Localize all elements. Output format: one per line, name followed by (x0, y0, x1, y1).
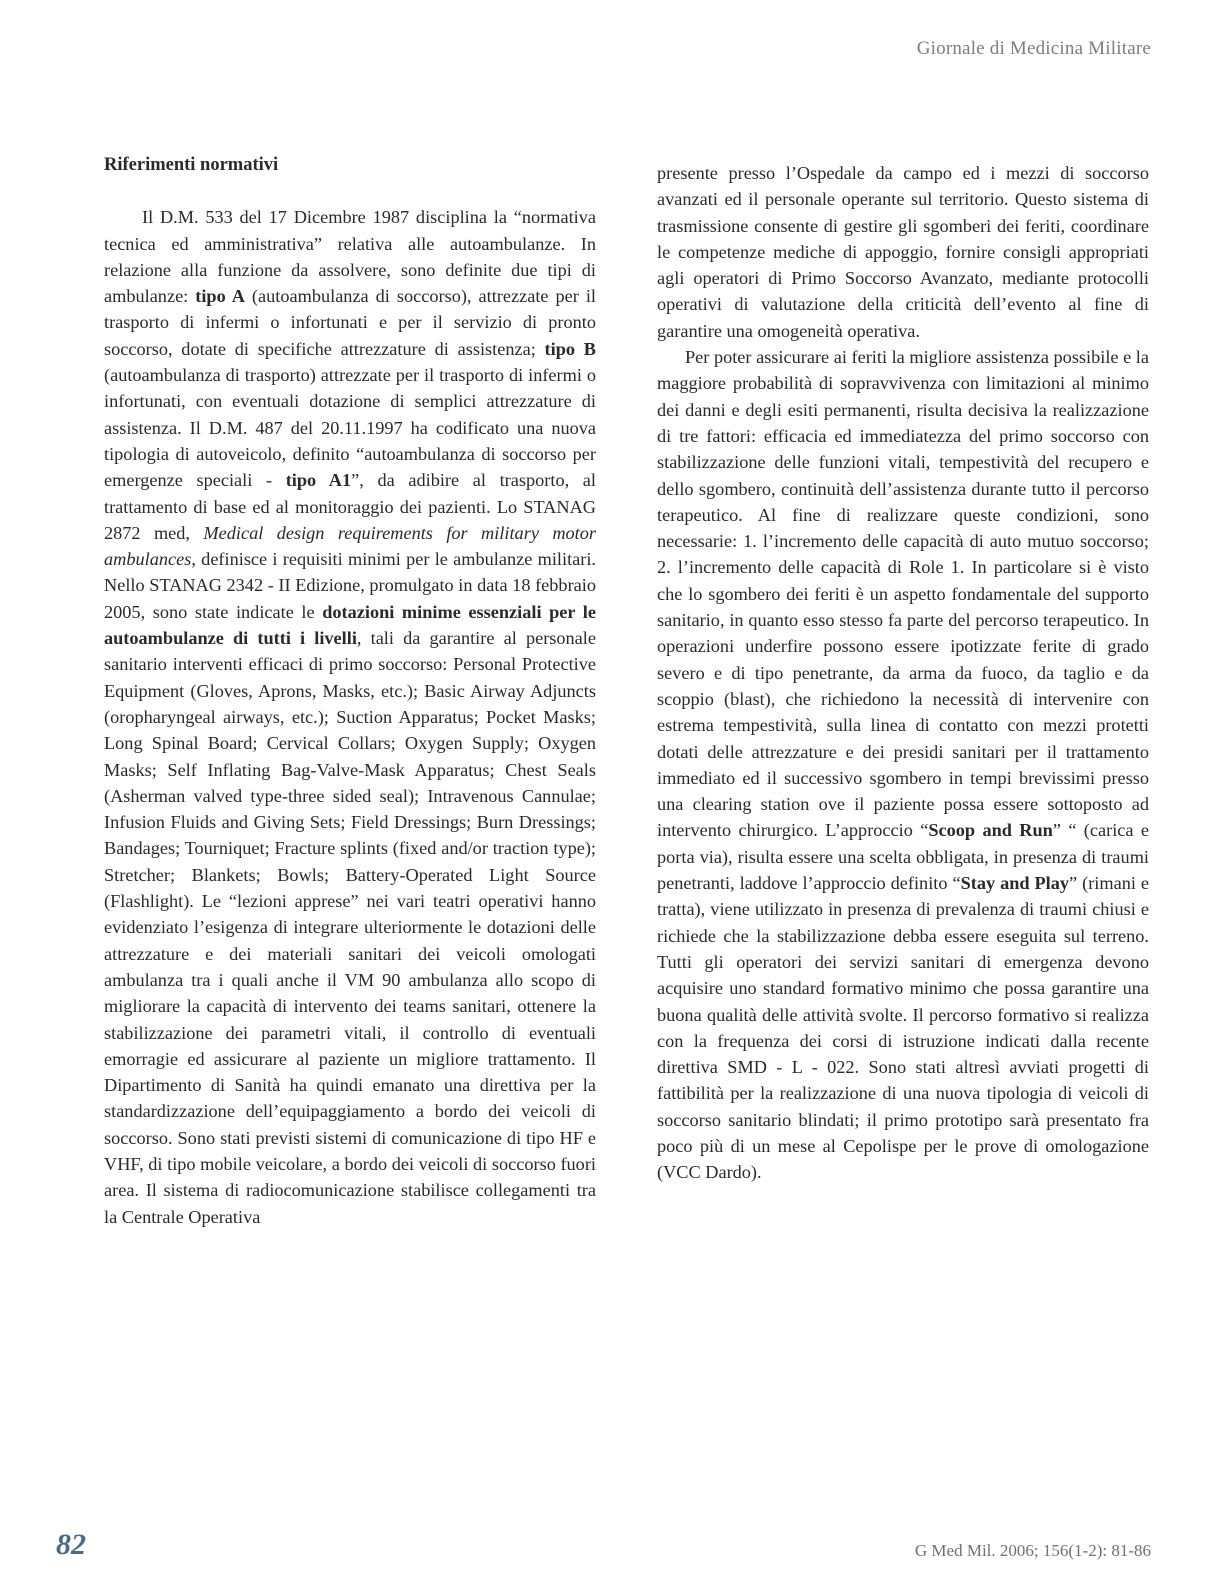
journal-citation: G Med Mil. 2006; 156(1-2): 81-86 (914, 1541, 1151, 1560)
journal-title: Giornale di Medicina Militare (916, 38, 1151, 59)
paragraph-assistance: Per poter assicurare ai feriti la migliore assistenza possibile e la maggiore probabilità di sopravvivenza con limitazioni al minimo dei danni e degli esiti permanenti, risulta decisiva la realizzazione di tre fattori: efficacia ed immediatezza del primo soccorso con stabilizzazione delle funzioni vitali, tempestività del recupero e dello sgombero, continuità dell’assistenza durante tutto il percorso terapeutico. Al fine di realizzare queste condizioni, sono necessarie: 1. l’incremento delle capacità di auto mutuo soccorso; 2. l’incremento delle capacità di Role 1. In particolare si è visto che lo sgombero dei feriti è un aspetto fondamentale del supporto sanitario, in quanto esso stesso fa parte del percorso terapeutico. In operazioni underfire possono essere ipotizzate ferite di grado severo e di tipo penetrante, da arma da fuoco, da taglio e da scoppio (blast), che richiedono la necessità di intervenire con estrema tempestività, sulla linea di contatto con mezzi protetti dotati delle attrezzature e dei presidi sanitari per il trattamento immediato ed il successivo sgombero in tempi brevissimi presso una clearing station ove il paziente possa essere sottoposto ad intervento chirurgico. L’approccio “Scoop and Run” “ (carica e porta via), risulta essere una scelta obbligata, in presenza di traumi penetranti, laddove l’approccio definito “Stay and Play” (rimani e tratta), viene utilizzato in presenza di prevalenza di traumi chiusi e richiede che la stabilizzazione debba essere eseguita sul terreno. Tutti gli operatori dei servizi sanitari di emergenza devono acquisire uno standard formativo minimo che possa garantire una buona qualità delle attività svolte. Il percorso formativo si realizza con la frequenza dei corsi di istruzione indicati dalla recente direttiva SMD - L - 022. Sono stati altresì avviati progetti di fattibilità per la realizzazione di una nuova tipologia di veicoli di soccorso sanitario blindati; il primo prototipo sarà presentato fra poco più di un mese al Cepolispe per le prove di omologazione (VCC Dardo). (657, 347, 1150, 1183)
paragraph-normative: Il D.M. 533 del 17 Dicembre 1987 disciplina la “normativa tecnica ed amministrativa” relativa alle autoambulanze. In relazione alla funzione da assolvere, sono definite due tipi di ambulanze: tipo A (autoambulanza di soccorso), attrezzate per il trasporto di infermi o infortunati e per il servizio di pronto soccorso, dotate di specifiche attrezzature di assistenza; tipo B (autoambulanza di trasporto) attrezzate per il trasporto di infermi o infortunati, con eventuali dotazione di semplici attrezzature di assistenza. Il D.M. 487 del 20.11.1997 ha codificato una nuova tipologia di autoveicolo, definito “autoambulanza di soccorso per emergenze speciali - tipo A1”, da adibire al trasporto, al trattamento di base ed al monitoraggio dei pazienti. Lo STANAG 2872 med, Medical design requirements for military motor ambulances, definisce i requisiti minimi per le ambulanze militari. Nello STANAG 2342 - II Edizione, promulgato in data 18 febbraio 2005, sono state indicate le dotazioni minime essenziali per le autoambulanze di tutti i livelli, tali da garantire al personale sanitario interventi efficaci di primo soccorso: Personal Protective Equipment (Gloves, Aprons, Masks, etc.); Basic Airway Adjuncts (oropharyngeal airways, etc.); Suction Apparatus; Pocket Masks; Long Spinal Board; Cervical Collars; Oxygen Supply; Oxygen Masks; Self Inflating Bag-Valve-Mask Apparatus; Chest Seals (Asherman valved type-three sided seal); Intravenous Cannulae; Infusion Fluids and Giving Sets; Field Dressings; Burn Dressings; Bandages; Tourniquet; Fracture splints (fixed and/or traction type); Stretcher; Blankets; Bowls; Battery-Operated Light Source (Flashlight). Le “lezioni apprese” nei vari teatri operativi hanno evidenziato l’esigenza di integrare ulteriormente le dotazioni delle attrezzature e dei materiali sanitari dei veicoli omologati ambulanza tra i quali anche il VM 90 ambulanza allo scopo di migliorare la capacità di intervento dei teams sanitari, ottenere la stabilizzazione dei parametri vitali, il controllo di eventuali emorragie ed assicurare al paziente un migliore trattamento. Il Dipartimento di Sanità ha quindi emanato una direttiva per la standardizzazione dell’equipaggiamento a bordo dei veicoli di soccorso. Sono stati previsti sistemi di comunicazione di tipo HF e VHF, di tipo mobile veicolare, a bordo dei veicoli di soccorso fuori area. Il sistema di radiocomunicazione stabilisce collegamenti tra la Centrale Operativa (104, 207, 596, 1227)
paragraph-continuation: presente presso l’Ospedale da campo ed i mezzi di soccorso avanzati ed il personale operante sul territorio. Questo sistema di trasmissione consente di gestire gli sgomberi dei feriti, coordinare le competenze mediche di appoggio, fornire consigli appropriati agli operatori di Primo Soccorso Avanzato, mediante protocolli operativi di valutazione della criticità dell’evento al fine di garantire una omogeneità operativa. (657, 163, 1149, 341)
page-number: 82 (56, 1528, 86, 1561)
left-column (104, 152, 596, 1230)
section-heading: Riferimenti normativi (104, 155, 279, 175)
right-column (657, 160, 1149, 1186)
